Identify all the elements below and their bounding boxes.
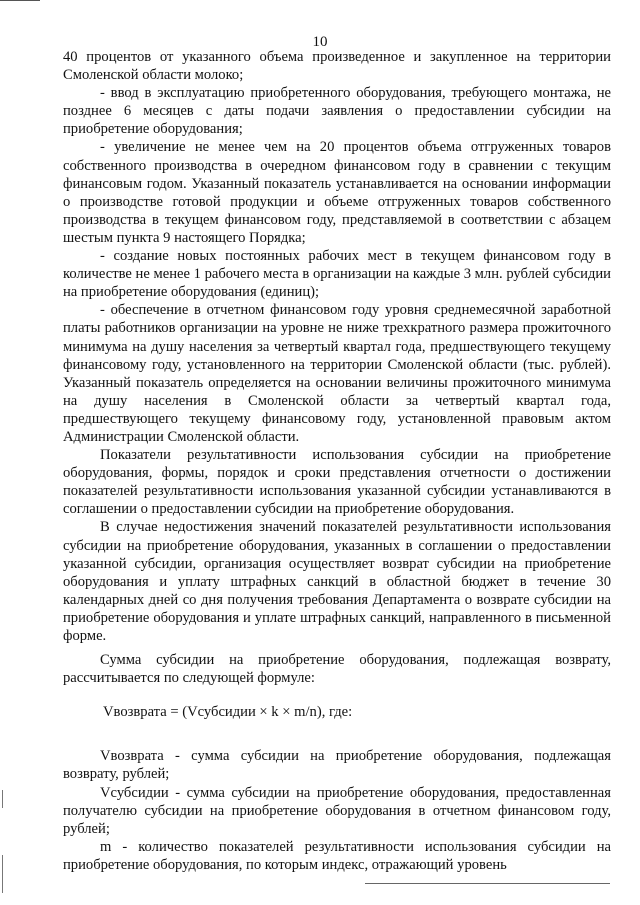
paragraph: Сумма субсидии на приобретение оборудования, подлежащая возврату, рассчитывается по следующей формуле: — [63, 652, 611, 687]
paragraph: - создание новых постоянных рабочих мест в текущем финансовом году в количестве не менее 1 рабочего места в организации на каждые 3 млн. рублей субсидии на приобретение оборудования (единиц); — [63, 248, 611, 301]
refund-formula: Vвозврата = (Vсубсидии × k × m/n), где: — [103, 704, 353, 721]
page-number: 10 — [312, 34, 328, 50]
paragraph: - ввод в эксплуатацию приобретенного оборудования, требующего монтажа, не позднее 6 месяцев с даты подачи заявления о предоставлении субсидии на приобретение оборудования; — [63, 85, 611, 138]
scan-margin-mark — [2, 790, 3, 808]
paragraph: 40 процентов от указанного объема произведенное и закупленное на территории Смоленской области молоко; — [63, 49, 611, 84]
document-body — [63, 48, 611, 874]
bottom-rule — [365, 883, 610, 884]
paragraph: - увеличение не менее чем на 20 процентов объема отгруженных товаров собственного производства в очередном финансовом году в сравнении с текущим финансовым годом. Указанный показатель устанавливается на основании информации о производстве готовой продукции и объеме отгруженных товаров собственного производства в текущем финансовом году, представляемой в соответствии с абзацем шестым пункта 9 настоящего Порядка; — [63, 139, 611, 246]
definition-item: Vвозврата - сумма субсидии на приобретение оборудования, подлежащая возврату, рублей; — [63, 748, 611, 783]
paragraph: Показатели результативности использования субсидии на приобретение оборудования, формы, порядок и сроки представления отчетности о достижении показателей результативности использования указанной субсидии устанавливаются в соглашении о предоставлении субсидии на приобретение оборудования. — [63, 447, 611, 518]
definition-item: Vсубсидии - сумма субсидии на приобретение оборудования, предоставленная получателю субсидии на приобретение оборудования в отчетном финансовом году, рублей; — [63, 784, 611, 837]
paragraph: - обеспечение в отчетном финансовом году уровня среднемесячной заработной платы работников организации на уровне не ниже трехкратного размера прожиточного минимума на душу населения за четвертый квартал года, предшествующего текущему финансовому году, установленного на территории Смоленской области (тыс. рублей). Указанный показатель определяется на основании величины прожиточного минимума на душу населения в Смоленской области за четвертый квартал года, предшествующего текущему финансовому году, установленной правовым актом Администрации Смоленской области. — [63, 302, 611, 445]
scan-margin-mark — [2, 855, 3, 893]
definition-item: m - количество показателей результативности использования субсидии на приобретение оборудования, по которым индекс, отражающий уровень — [63, 838, 611, 873]
paragraph: В случае недостижения значений показателей результативности использования субсидии на приобретение оборудования, указанных в соглашении о предоставлении указанной субсидии, организация осуществляет возврат субсидии на приобретение оборудования и уплату штрафных санкций в областной бюджет в течение 30 календарных дней со дня получения требования Департамента о возврате субсидии на приобретение оборудования и уплате штрафных санкций, направленного в письменной форме. — [63, 519, 611, 644]
top-edge-rule — [0, 0, 40, 1]
